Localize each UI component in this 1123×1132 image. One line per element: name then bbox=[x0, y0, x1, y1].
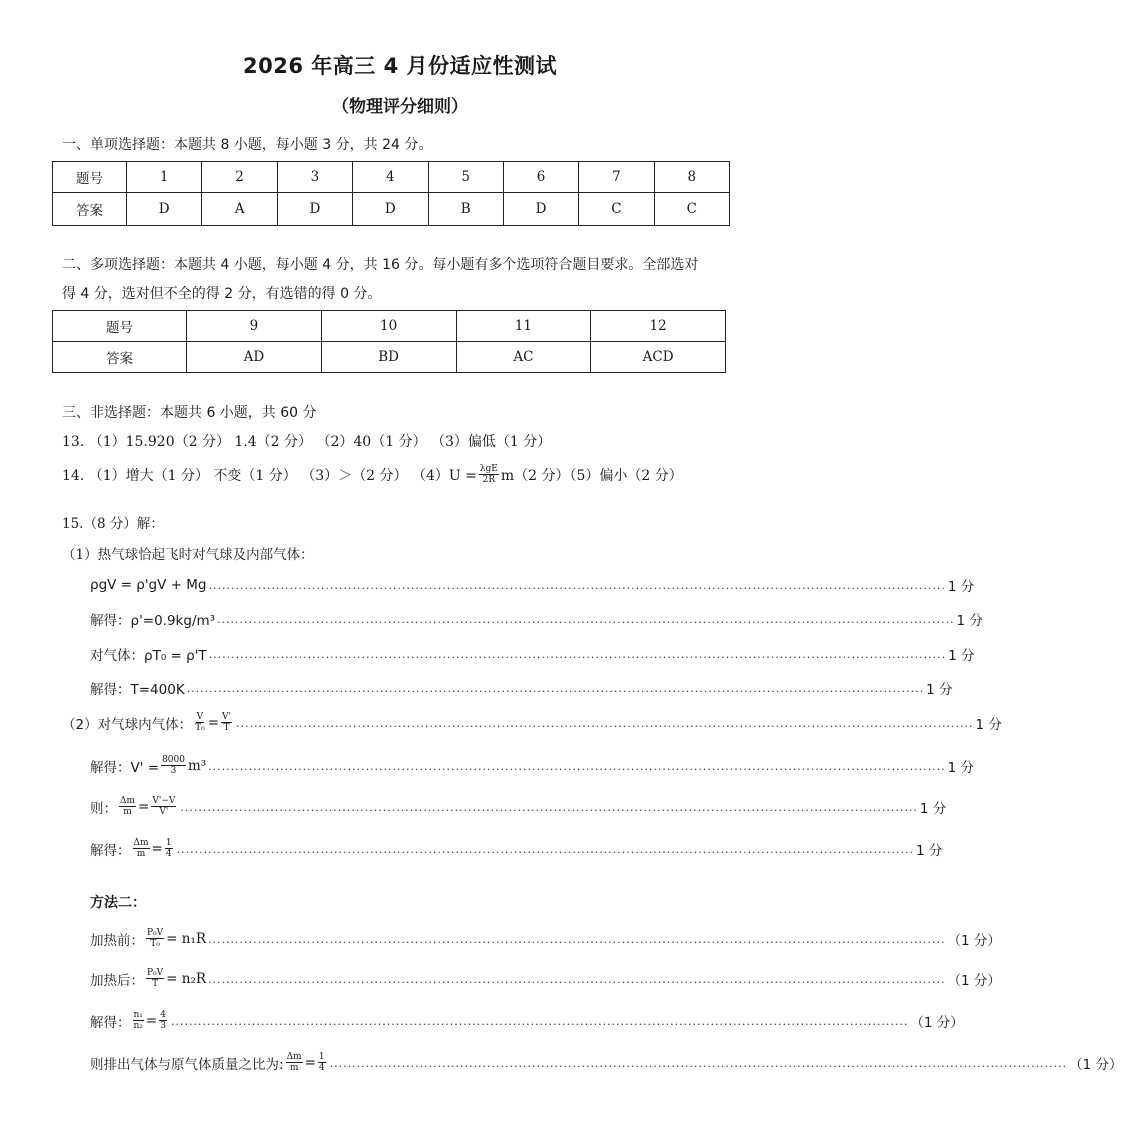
leader-dots: .................................................................................................................................................................... bbox=[208, 579, 946, 592]
fraction bbox=[146, 928, 164, 949]
question-number: 9 bbox=[187, 311, 322, 342]
fraction-denominator: T bbox=[152, 979, 159, 989]
fraction bbox=[146, 968, 164, 989]
table-row-numbers bbox=[53, 311, 726, 342]
row-label-number: 题号 bbox=[53, 162, 127, 193]
fraction bbox=[133, 838, 150, 859]
q15-step bbox=[90, 796, 947, 817]
fraction-numerator: 1 bbox=[318, 1052, 325, 1062]
fraction bbox=[159, 1010, 167, 1031]
fraction bbox=[133, 1010, 144, 1031]
step-label: 加热后： bbox=[90, 972, 144, 989]
question-number: 10 bbox=[321, 311, 456, 342]
fraction-denominator: 2R bbox=[482, 475, 496, 485]
q14-text-before: 14. （1）增大（1 分） 不变（1 分） （3）＞（2 分） （4）U = bbox=[62, 467, 477, 484]
equals-sign: = bbox=[145, 1012, 158, 1029]
table-row-numbers bbox=[53, 162, 730, 193]
fraction bbox=[119, 796, 136, 817]
question-number: 7 bbox=[579, 162, 654, 193]
q15-part1-intro: （1）热气球恰起飞时对气球及内部气体： bbox=[62, 547, 314, 563]
leader-dots: .................................................................................................................................................................... bbox=[208, 973, 946, 986]
step-score: （1 分） bbox=[947, 932, 1001, 949]
leader-dots: .................................................................................................................................................................... bbox=[208, 933, 946, 946]
row-label-answer: 答案 bbox=[53, 342, 187, 373]
fraction-denominator: T bbox=[223, 723, 230, 733]
step-score: 1 分 bbox=[947, 759, 975, 776]
answer-cell: AC bbox=[456, 342, 591, 373]
fraction-numerator: Δm bbox=[286, 1052, 302, 1062]
q14-answer bbox=[62, 464, 683, 485]
table-row-answers bbox=[53, 342, 726, 373]
step-label: 解得： bbox=[90, 842, 131, 859]
step-formula: 解得：ρ'=0.9kg/m³ bbox=[90, 613, 216, 629]
q15-step bbox=[90, 678, 953, 698]
step-label: 加热前： bbox=[90, 932, 144, 949]
step-label: 则排出气体与原气体质量之比为: bbox=[90, 1056, 284, 1073]
leader-dots: .................................................................................................................................................................... bbox=[208, 760, 946, 773]
row-label-number: 题号 bbox=[53, 311, 187, 342]
fraction-denominator: m bbox=[289, 1063, 299, 1073]
fraction-numerator: Δm bbox=[120, 796, 136, 806]
q15-step bbox=[90, 575, 975, 595]
q15-step bbox=[90, 644, 975, 664]
answer-cell: AD bbox=[187, 342, 322, 373]
fraction-numerator: V'−V bbox=[152, 796, 176, 806]
q15-step bbox=[90, 609, 983, 629]
step-formula: 对气体：ρT₀ = ρ'T bbox=[90, 648, 207, 664]
unit: m³ bbox=[187, 757, 207, 774]
leader-dots: .................................................................................................................................................................... bbox=[180, 801, 918, 814]
step-formula: ρgV = ρ'gV + Mg bbox=[90, 577, 207, 593]
q14-text-after: m（2 分）（5）偏小（2 分） bbox=[500, 467, 683, 484]
step-score: 1 分 bbox=[975, 716, 1002, 733]
q13-answer: 13. （1）15.920（2 分） 1.4（2 分） （2）40（1 分） （3）偏低（1 分） bbox=[62, 434, 552, 450]
step-formula: 解得：T=400K bbox=[90, 682, 185, 698]
page-title: 2026 年高三 4 月份适应性测试 bbox=[243, 54, 557, 78]
question-number: 4 bbox=[353, 162, 428, 193]
leader-dots: .................................................................................................................................................................... bbox=[170, 1015, 909, 1028]
answer-cell: B bbox=[428, 193, 503, 226]
fraction-numerator: Δm bbox=[133, 838, 149, 848]
question-number: 12 bbox=[591, 311, 726, 342]
section2-heading-line2: 得 4 分，选对但不全的得 2 分，有选错的得 0 分。 bbox=[62, 286, 382, 302]
fraction-denominator: m bbox=[123, 807, 132, 817]
fraction bbox=[161, 755, 186, 776]
step-label: 解得： bbox=[90, 1014, 131, 1031]
fraction-denominator: V' bbox=[159, 807, 169, 817]
fraction-denominator: n₂ bbox=[133, 1021, 143, 1031]
answer-cell: D bbox=[353, 193, 428, 226]
fraction-numerator: V' bbox=[222, 712, 232, 722]
equals-sign: = bbox=[151, 840, 163, 857]
step-score: 1 分 bbox=[919, 800, 947, 817]
step-label: 解得：V' = bbox=[90, 759, 160, 776]
step-score: 1 分 bbox=[916, 842, 943, 859]
fraction bbox=[221, 712, 232, 733]
fraction-denominator: 3 bbox=[160, 1021, 166, 1031]
multiple-choice-answer-table bbox=[52, 310, 726, 373]
step-score: 1 分 bbox=[947, 579, 975, 595]
answer-cell: D bbox=[277, 193, 352, 226]
question-number: 5 bbox=[428, 162, 503, 193]
section1-heading: 一、单项选择题：本题共 8 小题，每小题 3 分，共 24 分。 bbox=[62, 137, 433, 153]
q15-step bbox=[90, 755, 975, 776]
fraction bbox=[194, 712, 206, 733]
answer-cell: D bbox=[503, 193, 578, 226]
step-score: （1 分） bbox=[910, 1014, 964, 1031]
section3-heading: 三、非选择题：本题共 6 小题，共 60 分 bbox=[62, 405, 317, 421]
fraction-numerator: 8000 bbox=[162, 755, 185, 765]
fraction-denominator: T₀ bbox=[195, 723, 205, 733]
fraction bbox=[165, 838, 173, 859]
fraction-denominator: T₀ bbox=[150, 939, 160, 949]
q15-method2-step bbox=[90, 1052, 1123, 1073]
fraction-denominator: 4 bbox=[318, 1063, 325, 1073]
step-label: 则： bbox=[90, 800, 117, 817]
row-label-answer: 答案 bbox=[53, 193, 127, 226]
q15-title: 15.（8 分）解： bbox=[62, 516, 164, 532]
question-number: 3 bbox=[277, 162, 352, 193]
q15-part2-step bbox=[62, 712, 1002, 733]
answer-cell: C bbox=[579, 193, 654, 226]
fraction-numerator: V bbox=[196, 712, 204, 722]
fraction-numerator: 1 bbox=[165, 838, 172, 848]
fraction-denominator: m bbox=[136, 849, 146, 859]
equation-rhs: = n₁R bbox=[166, 930, 207, 947]
section2-heading-line1: 二、多项选择题：本题共 4 小题，每小题 4 分，共 16 分。每小题有多个选项符合题目要求。全部选对 bbox=[62, 257, 699, 273]
fraction-numerator: n₁ bbox=[133, 1010, 143, 1020]
step-label: （2）对气球内气体： bbox=[62, 716, 193, 733]
q14-fraction bbox=[479, 464, 499, 485]
leader-dots: .................................................................................................................................................................... bbox=[208, 648, 947, 661]
fraction-numerator: P₀V bbox=[147, 928, 164, 938]
fraction bbox=[286, 1052, 303, 1073]
question-number: 8 bbox=[654, 162, 729, 193]
fraction-numerator: P₀V bbox=[147, 968, 164, 978]
single-choice-answer-table bbox=[52, 161, 730, 226]
question-number: 11 bbox=[456, 311, 591, 342]
answer-cell: C bbox=[654, 193, 729, 226]
q15-method2-step bbox=[90, 1010, 964, 1031]
equation-rhs: = n₂R bbox=[166, 970, 207, 987]
leader-dots: .................................................................................................................................................................... bbox=[186, 682, 925, 695]
question-number: 2 bbox=[202, 162, 277, 193]
step-score: （1 分） bbox=[1069, 1056, 1123, 1073]
leader-dots: .................................................................................................................................................................... bbox=[217, 613, 955, 626]
equals-sign: = bbox=[138, 798, 150, 815]
answer-cell: D bbox=[127, 193, 202, 226]
leader-dots: .................................................................................................................................................................... bbox=[329, 1057, 1068, 1070]
step-score: 1 分 bbox=[956, 613, 983, 629]
page-subtitle: （物理评分细则） bbox=[332, 97, 468, 117]
method2-heading: 方法二： bbox=[90, 895, 146, 911]
q15-step bbox=[90, 838, 943, 859]
q15-method2-step bbox=[90, 928, 1001, 949]
answer-cell: BD bbox=[321, 342, 456, 373]
fraction-denominator: 4 bbox=[165, 849, 172, 859]
leader-dots: .................................................................................................................................................................... bbox=[176, 843, 915, 856]
fraction-numerator: λgE bbox=[479, 464, 498, 474]
step-score: 1 分 bbox=[948, 648, 975, 664]
step-score: 1 分 bbox=[926, 682, 953, 698]
fraction bbox=[151, 796, 176, 817]
equals-sign: = bbox=[304, 1054, 316, 1071]
leader-dots: .................................................................................................................................................................... bbox=[236, 717, 974, 730]
step-score: （1 分） bbox=[947, 972, 1001, 989]
question-number: 1 bbox=[127, 162, 202, 193]
answer-cell: A bbox=[202, 193, 277, 226]
fraction-numerator: 4 bbox=[160, 1010, 166, 1020]
equals-sign: = bbox=[207, 714, 220, 731]
q15-method2-step bbox=[90, 968, 1001, 989]
question-number: 6 bbox=[503, 162, 578, 193]
table-row-answers bbox=[53, 193, 730, 226]
fraction-denominator: 3 bbox=[170, 766, 177, 776]
answer-cell: ACD bbox=[591, 342, 726, 373]
fraction bbox=[318, 1052, 326, 1073]
